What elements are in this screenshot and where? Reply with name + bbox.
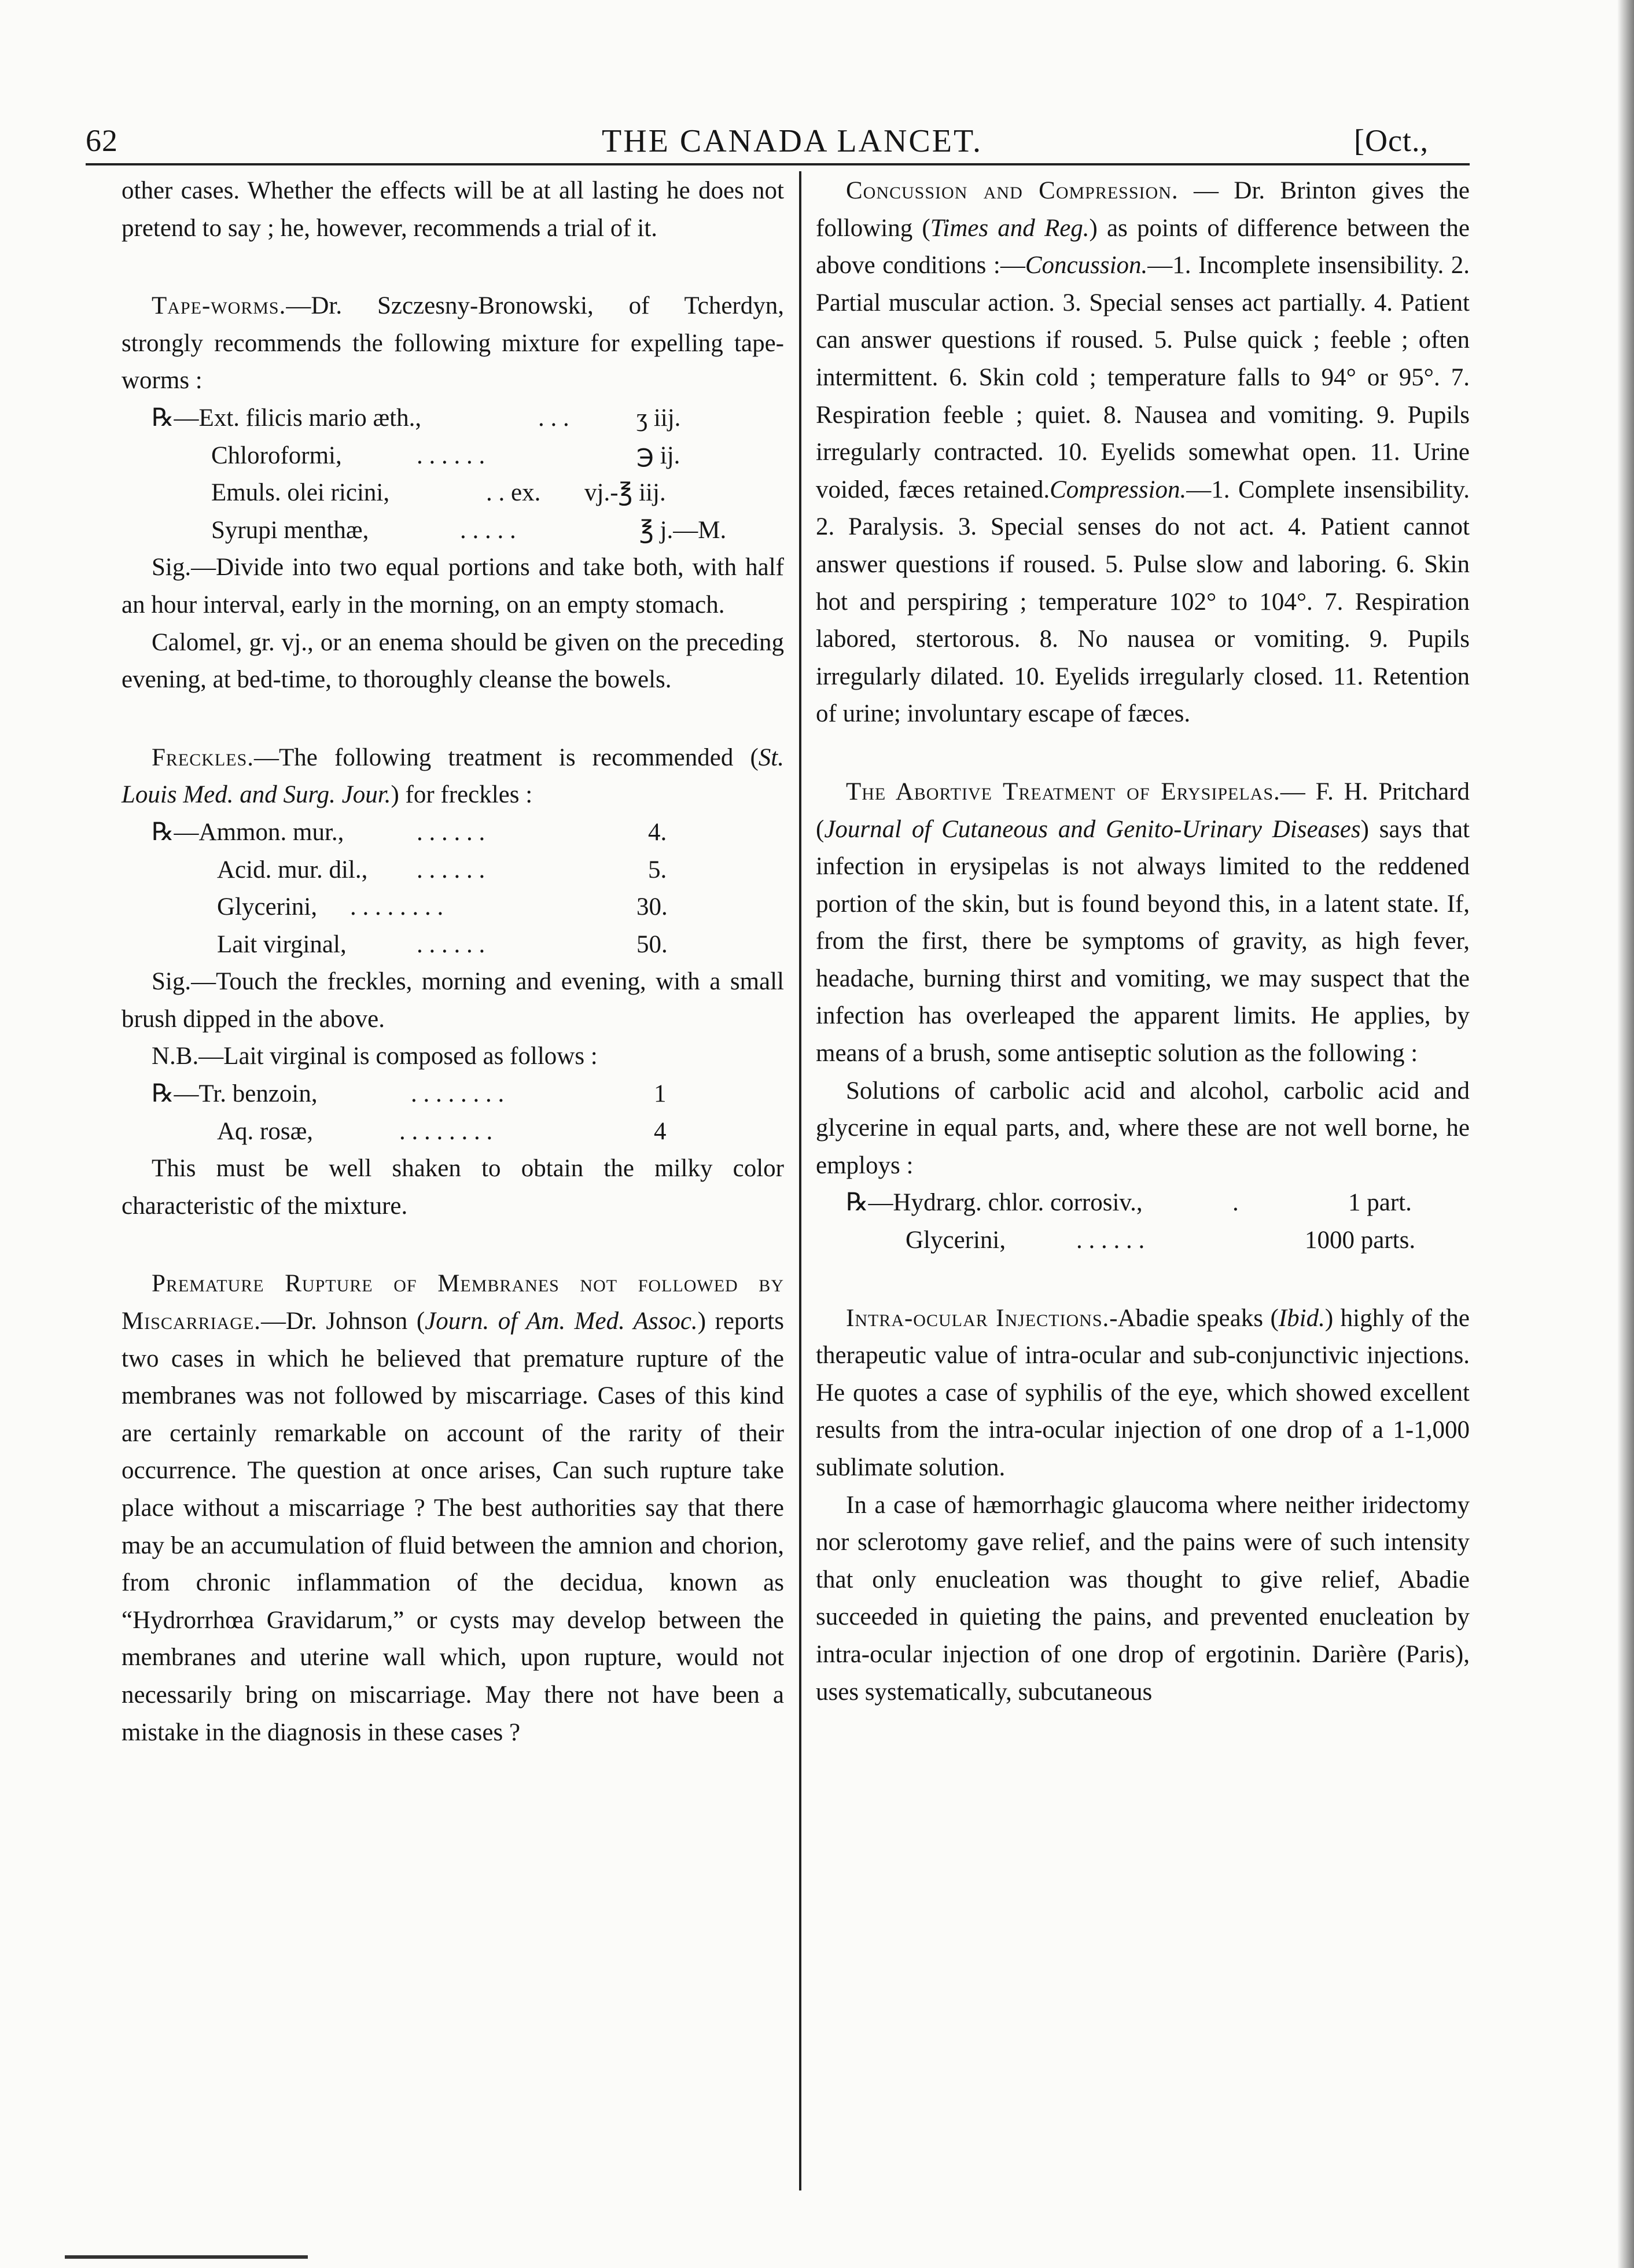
concussion-heading: Concussion and Compression. <box>846 177 1179 204</box>
concussion-paragraph <box>816 172 1470 733</box>
rx-dose: vj.-℥ iij. <box>584 479 666 507</box>
tapeworms-prescription <box>122 400 784 549</box>
freckles-text-end: ) for freckles : <box>391 781 533 809</box>
rx-dose: 50. <box>636 930 668 958</box>
freckles-source: St. Louis Med. and Surg. Jour. <box>122 743 784 809</box>
scan-binding-edge <box>1617 0 1634 2268</box>
rx-line <box>122 1113 784 1151</box>
intraocular-text: -Abadie speaks ( <box>1109 1304 1279 1332</box>
premature-text-end: ) reports two cases in which he believed that premature rupture of the membranes was not followed by miscarriage. Cases of this kind are certainly remarkable on account of the rarity of their occurrence. The question at once arises, Can such rupture take place without a miscarriage ? The best authorities say that there may be an accumulation of fluid between the amnion and chorion, from chronic inflammation of the decidua, known as “Hydrorrhœa Gravidarum,” or cysts may develop between the membranes and uterine wall which, upon rupture, would not necessarily bring on miscarriage. May there not have been a mistake in the diagnosis in these cases ? <box>122 1308 784 1746</box>
column-divider <box>799 171 801 2190</box>
freckles-sig: Sig.—Touch the freckles, morning and evening, with a small brush dipped in the above. <box>122 968 784 1033</box>
rx-line <box>122 926 784 964</box>
rx-dose: 5. <box>648 856 667 883</box>
erysipelas-text-end: ) says that infection in erysipelas is not always limited to the reddened portion of the skin, but is found beyond this, in a latent state. If, from the first, there be symptoms of gravity, as high fever, headache, burning thirst and vomiting, we may suspect that the infection has overleaped the apparent limits. He applies, by means of a brush, some antiseptic solution as the following : <box>816 815 1470 1067</box>
rx-name: Glycerini, <box>217 893 318 921</box>
rx-line <box>122 852 784 889</box>
rx-dots: . . . . . . <box>417 930 485 958</box>
rx-line <box>122 512 784 550</box>
rx-dose: 30. <box>636 893 668 921</box>
page-number: 62 <box>86 123 118 158</box>
tapeworms-sig: Sig.—Divide into two equal portions and take both, with half an hour interval, early in the morning, on an empty stomach. <box>122 554 784 618</box>
right-column <box>816 172 1470 1711</box>
glaucoma-paragraph: In a case of hæmorrhagic glaucoma where neither iridectomy nor sclerotomy gave relief, and the pains were of such intensity that only enucleation was thought to give relief, Abadie succeeded in quieting the pains, and prevented enucleation by intra-ocular injection of one drop of ergotinin. Darière (Paris), uses systematically, subcutaneous <box>816 1491 1470 1706</box>
rx-dots: . . . . . . <box>417 441 485 469</box>
premature-text: —Dr. Johnson ( <box>261 1308 425 1335</box>
rx-dose: 1000 parts. <box>1305 1227 1416 1254</box>
rx-dots: . . . . . . . . <box>350 893 444 921</box>
rx-line <box>122 437 784 475</box>
rx-dose: ℈ ij. <box>636 441 680 469</box>
premature-heading: Premature Rupture of Membranes not followed by Miscarriage. <box>122 1270 784 1335</box>
rx-dose: 4. <box>648 818 667 846</box>
concussion-text: — Dr. Brinton gives the following ( <box>816 177 1470 242</box>
rx-dose: 1 <box>654 1080 667 1108</box>
intraocular-source: Ibid. <box>1278 1304 1325 1332</box>
rx-name: Syrupi menthæ, <box>211 516 369 544</box>
rx-dots: . . ex. <box>486 479 541 507</box>
intro-paragraph: other cases. Whether the effects will be at all lasting he does not pretend to say ; he, however, recommends a trial of it. <box>122 177 784 242</box>
freckles-nb: N.B.—Lait virginal is composed as follows : <box>152 1043 598 1070</box>
intraocular-heading: Intra-ocular Injections. <box>846 1304 1110 1332</box>
rx-line <box>122 889 784 926</box>
erysipelas-prescription <box>816 1184 1470 1259</box>
rx-dose: 1 part. <box>1348 1189 1412 1217</box>
rx-dots: . . . . . <box>460 516 516 544</box>
concussion-label: Concussion. <box>1025 252 1148 279</box>
rx-dose: 4 <box>654 1117 667 1145</box>
tapeworms-text: —Dr. Szczesny-Bronowski, of Tcherdyn, strongly recommends the following mixture for expelling tape-worms : <box>122 292 784 395</box>
erysipelas-source: Journal of Cutaneous and Genito-Urinary Diseases <box>824 815 1361 843</box>
erysipelas-paragraph <box>816 774 1470 1073</box>
freckles-paragraph <box>122 739 784 814</box>
rx-name: Chloroformi, <box>211 441 342 469</box>
rx-name: Lait virginal, <box>217 930 347 958</box>
concussion-text-2: ) as points of difference between the above conditions :— <box>816 214 1470 279</box>
erysipelas-text: — F. H. Pritchard ( <box>816 778 1470 843</box>
rx-dots: . . . <box>538 404 569 432</box>
rx-dose: ℥ j.—M. <box>639 516 727 544</box>
rx-line <box>122 814 784 852</box>
tapeworms-calomel: Calomel, gr. vj., or an enema should be given on the preceding evening, at bed-time, to thoroughly cleanse the bowels. <box>122 628 784 694</box>
rx-name: Acid. mur. dil., <box>217 856 368 883</box>
rx-line <box>122 400 784 437</box>
tapeworms-paragraph <box>122 288 784 400</box>
left-column <box>122 172 784 1751</box>
rx-line <box>122 474 784 512</box>
erysipelas-solutions: Solutions of carbolic acid and alcohol, carbolic acid and glycerine in equal parts, and, where these are not well borne, he employs : <box>816 1077 1470 1179</box>
freckles-prescription <box>122 814 784 963</box>
rx-name: ℞—Ammon. mur., <box>152 818 344 846</box>
premature-paragraph <box>122 1265 784 1751</box>
rx-name: Glycerini, <box>906 1227 1006 1254</box>
premature-source: Journ. of Am. Med. Assoc. <box>425 1308 698 1335</box>
lait-virginal-prescription <box>122 1076 784 1150</box>
rx-dose: ʒ iij. <box>636 404 681 432</box>
rx-line <box>816 1184 1470 1222</box>
tapeworms-heading: Tape-worms. <box>152 292 286 320</box>
scan-bottom-mark <box>65 2255 308 2259</box>
rx-line <box>816 1222 1470 1260</box>
rx-name: ℞—Tr. benzoin, <box>152 1080 318 1108</box>
journal-title: THE CANADA LANCET. <box>602 123 983 159</box>
rx-name: Aq. rosæ, <box>217 1117 314 1145</box>
freckles-text: —The following treatment is recommended ( <box>254 743 759 771</box>
compression-label: Compression. <box>1050 476 1187 503</box>
rx-dots: . . . . . . <box>417 856 485 883</box>
rx-name: ℞—Hydrarg. chlor. corrosiv., <box>846 1189 1143 1217</box>
rx-name: Emuls. olei ricini, <box>211 479 390 507</box>
intraocular-text-end: ) highly of the therapeutic value of intra-ocular and sub-conjunctivic injections. He quotes a case of syphilis of the eye, which showed excellent results from the intra-ocular injection of one drop of a 1-1,000 sublimate solution. <box>816 1304 1470 1481</box>
freckles-note: This must be well shaken to obtain the milky color characteristic of the mixture. <box>122 1155 784 1220</box>
concussion-source: Times and Reg. <box>930 214 1090 242</box>
erysipelas-heading: The Abortive Treatment of Erysipelas. <box>846 778 1280 805</box>
rx-name: ℞—Ext. filicis mario æth., <box>152 404 422 432</box>
concussion-points: —1. Incomplete insensibility. 2. Partial muscular action. 3. Special senses act partially. 4. Patient can answer questions if roused. 5. Pulse quick ; feeble ; often intermittent. 6. Skin cold ; temperature falls to 94° or 95°. 7. Respiration feeble ; quiet. 8. Nausea and vomiting. 9. Pupils irregularly contracted. 10. Eyelids somewhat open. 11. Urine voided, fæces retained. <box>816 252 1470 503</box>
intraocular-paragraph <box>816 1300 1470 1487</box>
rx-dots: . . . . . . . . <box>399 1117 493 1145</box>
freckles-heading: Freckles. <box>152 743 255 771</box>
issue-month: [Oct., <box>1354 123 1429 158</box>
header-rule <box>86 163 1470 165</box>
rx-dots: . . . . . . <box>417 818 485 846</box>
rx-dots: . . . . . . . . <box>411 1080 505 1108</box>
rx-dots: . . . . . . <box>1076 1227 1145 1254</box>
compression-points: —1. Complete insensibility. 2. Paralysis. 3. Special senses do not act. 4. Patient cannot answer questions if roused. 5. Pulse slow and laboring. 6. Skin hot and perspiring ; temperature 102° to 104°. 7. Respiration labored, stertorous. 8. No nausea or vomiting. 9. Pupils irregularly dilated. 10. Eyelids irregularly closed. 11. Retention of urine; involuntary escape of fæces. <box>816 476 1470 728</box>
rx-line <box>122 1076 784 1113</box>
rx-dots: . <box>1232 1189 1239 1217</box>
